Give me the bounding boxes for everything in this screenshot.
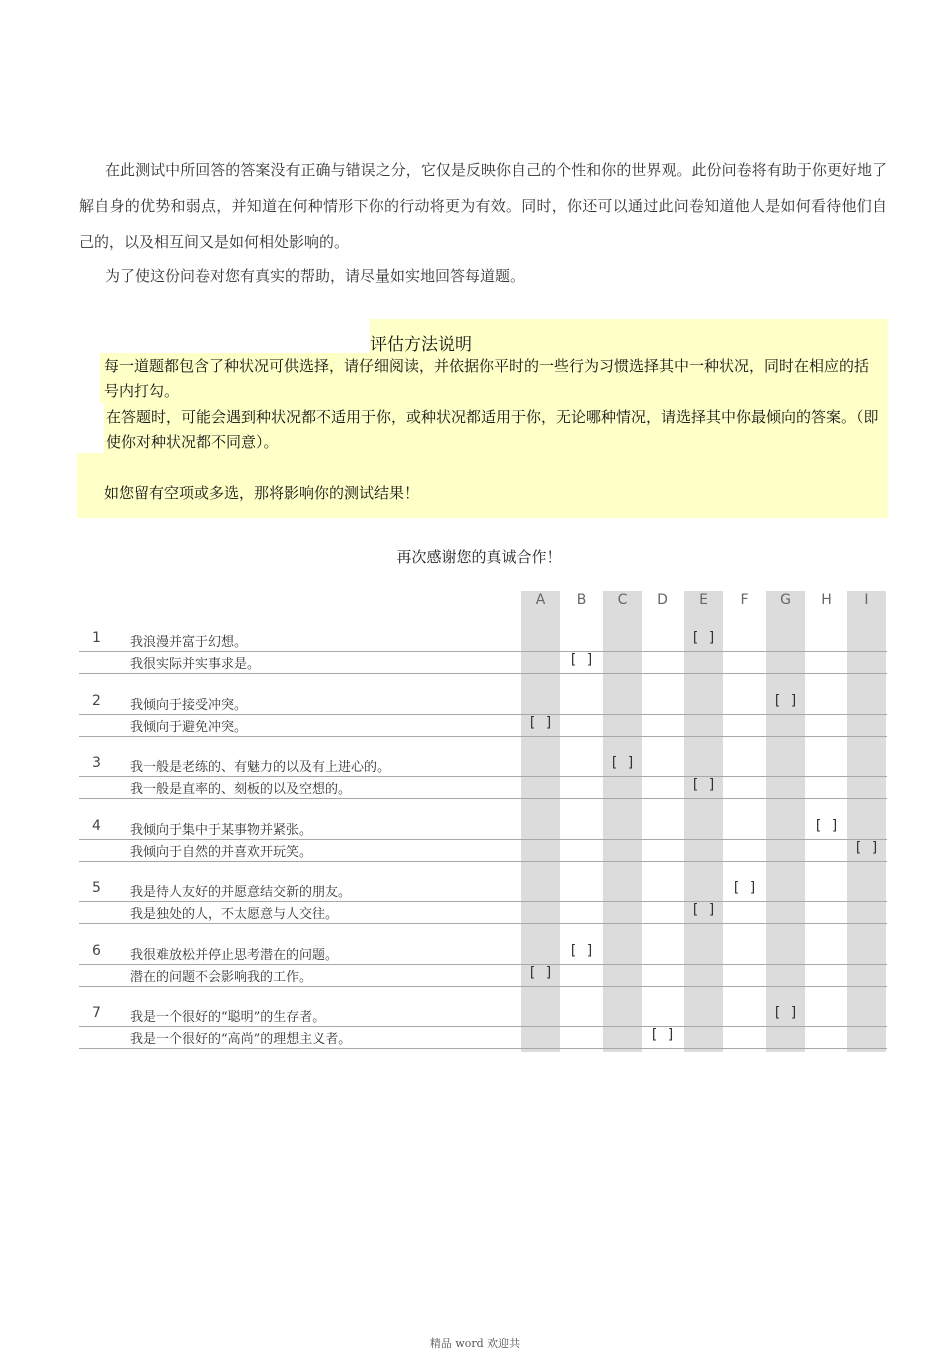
question-number: 4 (92, 818, 101, 834)
statement-text: 我一般是直率的、刻板的以及空想的。 (130, 782, 352, 797)
checkbox-2-a[interactable]: [ ] (527, 715, 554, 731)
checkbox-5-f[interactable]: [ ] (731, 880, 758, 896)
column-header-c: C (617, 592, 628, 608)
column-shade-a (521, 591, 560, 1052)
checkbox-1-b[interactable]: [ ] (568, 652, 595, 668)
column-header-i: I (864, 592, 869, 608)
checkbox-7-d[interactable]: [ ] (649, 1027, 676, 1043)
instructions-line-3: 如您留有空项或多选，那将影响你的测试结果！ (104, 484, 420, 502)
statement-text: 我是独处的人，不太愿意与人交往。 (130, 907, 339, 922)
row-divider (79, 964, 887, 965)
row-divider (79, 736, 887, 737)
statement-text: 我倾向于集中于某事物并紧张。 (130, 823, 313, 838)
intro-section (79, 152, 887, 294)
statement-text: 我浪漫并富于幻想。 (130, 635, 248, 650)
footer-text: 精品 word 欢迎共 (429, 1337, 521, 1350)
row-divider (79, 839, 887, 840)
row-divider (79, 776, 887, 777)
statement-text: 我是一个很好的“聪明”的生存者。 (130, 1010, 326, 1025)
column-shade-e (684, 591, 723, 1052)
row-divider (79, 1026, 887, 1027)
statement-text: 我倾向于自然的并喜欢开玩笑。 (130, 845, 313, 860)
intro-paragraph-2: 为了使这份问卷对您有真实的帮助，请尽量如实地回答每道题。 (105, 267, 526, 285)
checkbox-4-i[interactable]: [ ] (853, 840, 880, 856)
checkbox-7-g[interactable]: [ ] (772, 1005, 799, 1021)
checkbox-3-e[interactable]: [ ] (690, 777, 717, 793)
checkbox-6-a[interactable]: [ ] (527, 965, 554, 981)
row-divider (79, 651, 887, 652)
row-divider (79, 1048, 887, 1049)
checkbox-5-e[interactable]: [ ] (690, 902, 717, 918)
statement-text: 我倾向于避免冲突。 (130, 720, 248, 735)
checkbox-3-c[interactable]: [ ] (609, 755, 636, 771)
column-header-f: F (740, 592, 749, 608)
statement-text: 我一般是老练的、有魅力的以及有上进心的。 (130, 760, 391, 775)
checkbox-4-h[interactable]: [ ] (813, 818, 840, 834)
row-divider (79, 714, 887, 715)
instructions-title: 评估方法说明 (370, 335, 472, 355)
statement-text: 我倾向于接受冲突。 (130, 698, 248, 713)
question-number: 3 (92, 755, 101, 771)
row-divider (79, 901, 887, 902)
statement-text: 我是待人友好的并愿意结交新的朋友。 (130, 885, 352, 900)
row-divider (79, 673, 887, 674)
question-number: 6 (92, 943, 101, 959)
question-number: 1 (92, 630, 101, 646)
statement-text: 我是一个很好的“高尚”的理想主义者。 (130, 1032, 352, 1047)
column-header-a: A (535, 592, 546, 608)
row-divider (79, 798, 887, 799)
intro-paragraph-1: 在此测试中所回答的答案没有正确与错误之分，它仅是反映你自己的个性和你的世界观。此份问卷将有助于你更好地了解自身的优势和弱点，并知道在何种情形下你的行动将更为有效。同时，你还可以通过此问卷知道他人是如何看待他们自己的，以及相互间又是如何相处影响的。 (79, 161, 887, 251)
thanks-text: 再次感谢您的真诚合作！ (396, 548, 562, 566)
statement-text: 潜在的问题不会影响我的工作。 (130, 970, 313, 985)
instructions-line-2: 在答题时，可能会遇到种状况都不适用于你，或种状况都适用于你，无论哪种情况，请选择其中你最倾向的答案。（即使你对种状况都不同意）。 (106, 408, 879, 451)
statement-text: 我很难放松并停止思考潜在的问题。 (130, 948, 339, 963)
checkbox-2-g[interactable]: [ ] (772, 693, 799, 709)
question-number: 5 (92, 880, 101, 896)
column-header-e: E (699, 592, 708, 608)
row-divider (79, 861, 887, 862)
column-shade-g (766, 591, 805, 1052)
question-number: 7 (92, 1005, 101, 1021)
row-divider (79, 923, 887, 924)
checkbox-6-b[interactable]: [ ] (568, 943, 595, 959)
row-divider (79, 986, 887, 987)
checkbox-1-e[interactable]: [ ] (690, 630, 717, 646)
column-shade-c (603, 591, 642, 1052)
column-header-d: D (657, 592, 668, 608)
instructions-line-1: 每一道题都包含了种状况可供选择，请仔细阅读，并依据你平时的一些行为习惯选择其中一种状况，同时在相应的括号内打勾。 (104, 357, 870, 400)
question-number: 2 (92, 693, 101, 709)
statement-text: 我很实际并实事求是。 (130, 657, 261, 672)
column-shade-i (847, 591, 886, 1052)
column-header-b: B (576, 592, 587, 608)
column-header-g: G (780, 592, 791, 608)
column-header-h: H (821, 592, 832, 608)
